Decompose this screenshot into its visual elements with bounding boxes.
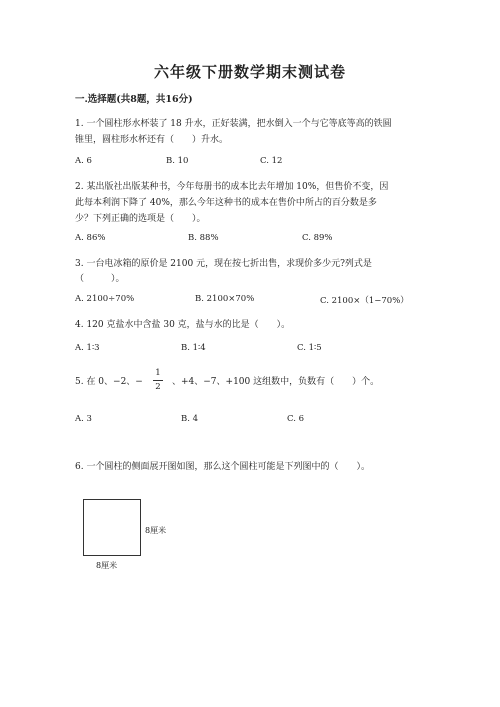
fraction-one-half	[152, 368, 164, 393]
question-4-option-b: B. 1∶4	[181, 343, 206, 353]
question-2-line-3: 少？下列正确的选项是（ ）。	[75, 214, 206, 224]
question-1-option-b: B. 10	[166, 156, 189, 166]
question-5-option-c: C. 6	[287, 414, 305, 424]
question-5-text-after: 、+4、−7、+100 这组数中，负数有（ ）个。	[172, 377, 380, 387]
question-1-option-a: A. 6	[75, 156, 92, 166]
fraction-denominator: 2	[155, 382, 161, 392]
question-5-option-a: A. 3	[75, 414, 92, 424]
question-5-option-b: B. 4	[181, 414, 199, 424]
fraction-bar	[153, 380, 163, 381]
question-2-option-b: B. 88%	[188, 233, 219, 243]
question-5-text-before: 5. 在 0、−2、−	[75, 377, 143, 387]
bottom-length-label: 8厘米	[96, 561, 118, 570]
section-heading: 一.选择题(共8题，共16分)	[75, 94, 193, 105]
question-3-option-c: C. 2100×（1−70%）	[320, 296, 409, 306]
question-2-option-a: A. 86%	[75, 233, 106, 243]
page-title: 六年级下册数学期末测试卷	[153, 63, 346, 81]
question-2-line-2: 此每本利润下降了 40%，那么今年这种书的成本在售价中所占的百分数是多	[75, 198, 377, 208]
fraction-numerator: 1	[155, 368, 161, 378]
question-4-line-1: 4. 120 克盐水中含盐 30 克，盐与水的比是（ ）。	[75, 320, 291, 330]
question-4-option-c: C. 1∶5	[297, 343, 322, 353]
question-3-option-b: B. 2100×70%	[195, 294, 255, 304]
question-3-line-2: （ ）。	[75, 274, 125, 284]
cylinder-net-square	[83, 499, 141, 556]
question-1-option-c: C. 12	[260, 156, 283, 166]
question-3-line-1: 3. 一台电冰箱的原价是 2100 元，现在按七折出售，求现价多少元?列式是	[75, 259, 372, 269]
question-3-option-a: A. 2100÷70%	[75, 294, 135, 304]
question-2-line-1: 2. 某出版社出版某种书，今年每册书的成本比去年增加 10%，但售价不变，因	[75, 182, 389, 192]
question-4-option-a: A. 1∶3	[75, 343, 100, 353]
question-1-line-1: 1. 一个圆柱形水杯装了 18 升水，正好装满，把水倒入一个与它等底等高的铁圆	[75, 119, 392, 129]
question-1-line-2: 锥里，圆柱形水杯还有（ ）升水。	[75, 135, 229, 145]
side-length-label: 8厘米	[145, 526, 167, 535]
question-2-option-c: C. 89%	[302, 233, 333, 243]
question-6-line-1: 6. 一个圆柱的侧面展开图如图，那么这个圆柱可能是下列图中的（ ）。	[75, 462, 370, 472]
